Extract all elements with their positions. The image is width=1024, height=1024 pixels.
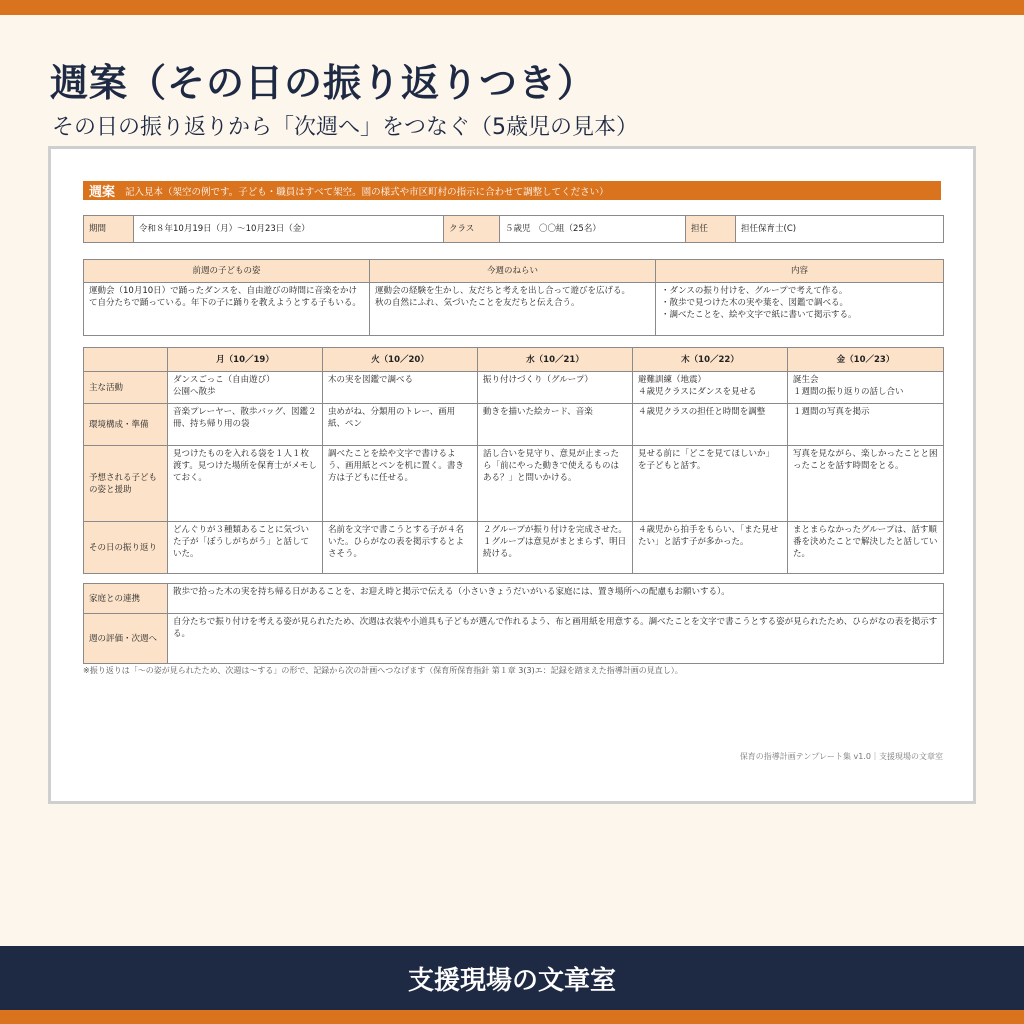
row-label-reflection: その日の振り返り <box>84 522 168 574</box>
corner-cell <box>84 348 168 372</box>
table-row <box>84 584 944 614</box>
day-header-wed: 水（10／21） <box>478 348 633 372</box>
prev-week-header: 前週の子どもの姿 <box>84 260 370 283</box>
document-sheet <box>48 146 976 804</box>
row-label-environment: 環境構成・準備 <box>84 404 168 446</box>
page-subtitle: その日の振り返りから「次週へ」をつなぐ（5歳児の見本） <box>52 115 638 140</box>
table-row <box>84 372 944 404</box>
expected-tue: 調べたことを絵や文字で書けるよう、画用紙とペンを机に置く。書き方は子どもに任せる。 <box>323 446 478 522</box>
day-header-mon: 月（10／19） <box>168 348 323 372</box>
banner-note: 記入見本（架空の例です。子ども・職員はすべて架空。園の様式や市区町村の指示に合わせて調整してください） <box>125 186 609 198</box>
family-eval-table <box>83 583 944 664</box>
period-value: 令和８年10月19日（月）〜10月23日（金） <box>134 216 444 243</box>
expected-fri: 写真を見ながら、楽しかったことと困ったことを話す時間をとる。 <box>788 446 944 522</box>
environment-thu: ４歳児クラスの担任と時間を調整 <box>633 404 788 446</box>
reflection-fri: まとまらなかったグループは、話す順番を決めたことで解決したと話していた。 <box>788 522 944 574</box>
period-label: 期間 <box>84 216 134 243</box>
family-label: 家庭との連携 <box>84 584 168 614</box>
expected-thu: 見せる前に「どこを見てほしいか」を子どもと話す。 <box>633 446 788 522</box>
family-text: 散歩で拾った木の実を持ち帰る日があることを、お迎え時と掲示で伝える（小さいきょうだいがいる家庭には、置き場所への配慮もお願いする）。 <box>168 584 944 614</box>
class-label: クラス <box>444 216 500 243</box>
expected-mon: 見つけたものを入れる袋を１人１枚渡す。見つけた場所を保育士がメモしておく。 <box>168 446 323 522</box>
reflection-tue: 名前を文字で書こうとする子が４名いた。ひらがなの表を掲示するとよさそう。 <box>323 522 478 574</box>
expected-wed: 話し合いを見守り、意見が止まったら「前にやった動きで使えるものはある？」と問いかける。 <box>478 446 633 522</box>
period-table <box>83 215 944 243</box>
day-header-thu: 木（10／22） <box>633 348 788 372</box>
prev-week-text: 運動会（10月10日）で踊ったダンスを、自由遊びの時間に音楽をかけて自分たちで踊っている。年下の子に踊りを教えようとする子もいる。 <box>84 283 370 336</box>
content-item: ・調べたことを、絵や文字で紙に書いて掲示する。 <box>661 310 857 320</box>
reflection-wed: ２グループが振り付けを完成させた。１グループは意見がまとまらず、明日続ける。 <box>478 522 633 574</box>
aim-item: 秋の自然にふれ、気づいたことを友だちと伝え合う。 <box>375 298 580 308</box>
activity-thu: 避難訓練（地震） ４歳児クラスにダンスを見せる <box>633 372 788 404</box>
daily-plan-table <box>83 347 944 574</box>
banner-title: 週案 <box>89 185 116 200</box>
class-value: ５歳児 〇〇組（25名） <box>500 216 686 243</box>
top-accent-bar <box>0 0 1024 15</box>
reflection-mon: どんぐりが３種類あることに気づいた子が「ぼうしがちがう」と話していた。 <box>168 522 323 574</box>
activity-tue: 木の実を図鑑で調べる <box>323 372 478 404</box>
bottom-accent-strip <box>0 1010 1024 1024</box>
activity-wed: 振り付けづくり（グループ） <box>478 372 633 404</box>
environment-wed: 動きを描いた絵カード、音楽 <box>478 404 633 446</box>
teacher-value: 担任保育士(C) <box>736 216 944 243</box>
sheet-banner <box>83 181 941 200</box>
environment-mon: 音楽プレーヤー、散歩バッグ、図鑑２冊、持ち帰り用の袋 <box>168 404 323 446</box>
environment-tue: 虫めがね、分類用のトレー、画用紙、ペン <box>323 404 478 446</box>
aim-item: 運動会の経験を生かし、友だちと考えを出し合って遊びを広げる。 <box>375 286 631 296</box>
day-header-tue: 火（10／20） <box>323 348 478 372</box>
row-label-expected: 予想される子どもの姿と援助 <box>84 446 168 522</box>
aims-cell <box>370 283 656 336</box>
footer-brand: 支援現場の文章室 <box>407 965 616 996</box>
table-row <box>84 404 944 446</box>
activity-fri: 誕生会 １週間の振り返りの話し合い <box>788 372 944 404</box>
teacher-label: 担任 <box>686 216 736 243</box>
activity-mon: ダンスごっこ（自由遊び） 公園へ散歩 <box>168 372 323 404</box>
eval-text: 自分たちで振り付けを考える姿が見られたため、次週は衣装や小道具も子どもが選んで作れるよう、布と画用紙を用意する。調べたことを文字で書こうとする姿が見られたため、ひらがなの表を掲示する。 <box>168 614 944 664</box>
contents-cell <box>656 283 944 336</box>
day-header-fri: 金（10／23） <box>788 348 944 372</box>
page-title: 週案（その日の振り返りつき） <box>50 61 597 105</box>
environment-fri: １週間の写真を掲示 <box>788 404 944 446</box>
table-row <box>84 614 944 664</box>
overview-table <box>83 259 944 336</box>
table-row <box>84 446 944 522</box>
table-row <box>84 522 944 574</box>
footer-bar <box>0 946 1024 1010</box>
content-item: ・ダンスの振り付けを、グループで考えて作る。 <box>661 286 848 296</box>
reflection-thu: ４歳児から拍手をもらい、「また見せたい」と話す子が多かった。 <box>633 522 788 574</box>
content-item: ・散歩で見つけた木の実や葉を、図鑑で調べる。 <box>661 298 849 308</box>
footnote: ※振り返りは「〜の姿が見られたため、次週は〜する」の形で、記録から次の計画へつなげます（保育所保育指針 第１章 3(3)エ：記録を踏まえた指導計画の見直し）。 <box>83 666 683 675</box>
row-label-activity: 主な活動 <box>84 372 168 404</box>
contents-header: 内容 <box>656 260 944 283</box>
aims-header: 今週のねらい <box>370 260 656 283</box>
template-credit: 保育の指導計画テンプレート集 v1.0｜支援現場の文章室 <box>739 752 943 761</box>
eval-label: 週の評価・次週へ <box>84 614 168 664</box>
